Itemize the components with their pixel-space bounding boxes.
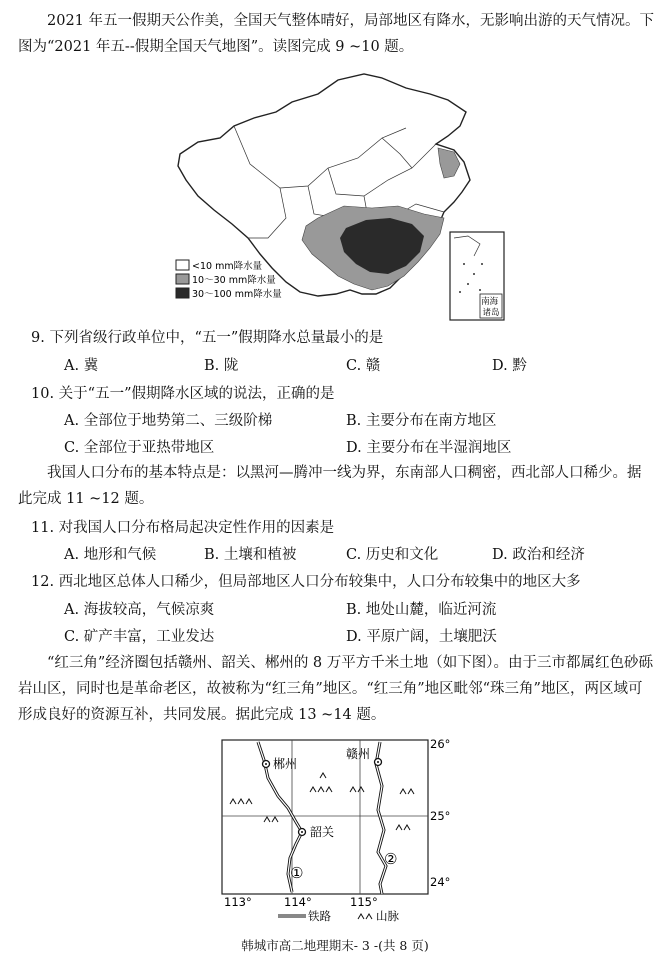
intro-paragraph-1: 2021 年五一假期天公作美，全国天气整体晴好，局部地区有降水，无影响出游的天气情况。下图为“2021 年五--假期全国天气地图”。读图完成 9 ~10 题。 bbox=[18, 13, 655, 55]
q12-option-c[interactable]: C. 矿产丰富，工业发达 bbox=[64, 629, 215, 645]
q10-option-a[interactable]: A. 全部位于地势第二、三级阶梯 bbox=[64, 413, 273, 429]
lat-24: 24° bbox=[430, 875, 451, 889]
inset-label: 南海 诸岛 bbox=[481, 297, 500, 318]
mark-2: ② bbox=[384, 850, 398, 868]
q9-option-c[interactable]: C. 赣 bbox=[346, 358, 381, 374]
intro-paragraph-3: “红三角”经济圈包括赣州、韶关、郴州的 8 万平方千米土地（如下图）。由于三市都属红色砂砾岩山区，同时也是革命老区，故被称为“红三角”地区。“红三角”地区毗邻“珠三角”地区，两区域可形成良好的资源互补，共同发展。据此完成 13 ~14 题。 bbox=[18, 655, 654, 723]
city-chenzhou: 郴州 bbox=[273, 757, 298, 771]
question-10-stem: 10. 关于“五一”假期降水区域的说法，正确的是 bbox=[31, 386, 335, 402]
q12-option-b[interactable]: B. 地处山麓，临近河流 bbox=[346, 602, 497, 618]
map1-legend bbox=[176, 260, 282, 300]
q9-option-b[interactable]: B. 陇 bbox=[204, 358, 239, 374]
intro-paragraph-2: 我国人口分布的基本特点是：以黑河—腾冲一线为界，东南部人口稠密，西北部人口稀少。据此完成 11 ~12 题。 bbox=[18, 465, 642, 507]
red-triangle-map bbox=[210, 734, 470, 924]
q11-option-a[interactable]: A. 地形和气候 bbox=[64, 547, 157, 563]
q12-option-d[interactable]: D. 平原广阔，土壤肥沃 bbox=[346, 629, 497, 645]
question-9-stem: 9. 下列省级行政单位中，“五一”假期降水总量最小的是 bbox=[31, 330, 384, 346]
question-12-stem: 12. 西北地区总体人口稀少，但局部地区人口分布较集中，人口分布较集中的地区大多 bbox=[31, 574, 581, 590]
q10-option-b[interactable]: B. 主要分布在南方地区 bbox=[346, 413, 497, 429]
china-rainfall-map bbox=[168, 68, 508, 324]
lon-114: 114° bbox=[284, 895, 312, 909]
lat-25: 25° bbox=[430, 809, 451, 823]
lon-115: 115° bbox=[350, 895, 378, 909]
legend-light: <10 mm降水量 bbox=[192, 261, 263, 272]
page-footer: 韩城市高二地理期末- 3 -(共 8 页) bbox=[241, 938, 429, 953]
lon-113: 113° bbox=[224, 895, 252, 909]
legend-railway: 铁路 bbox=[308, 909, 331, 923]
city-shaoguan: 韶关 bbox=[310, 825, 335, 839]
legend-heavy: 30～100 mm降水量 bbox=[192, 289, 282, 300]
lat-26: 26° bbox=[430, 737, 451, 751]
legend-mountain: 山脉 bbox=[376, 909, 399, 923]
q10-option-d[interactable]: D. 主要分布在半湿润地区 bbox=[346, 440, 512, 456]
q10-option-c[interactable]: C. 全部位于亚热带地区 bbox=[64, 440, 215, 456]
q11-option-b[interactable]: B. 土壤和植被 bbox=[204, 547, 297, 563]
q11-option-d[interactable]: D. 政治和经济 bbox=[492, 547, 585, 563]
south-china-sea-inset bbox=[450, 232, 504, 320]
q9-option-d[interactable]: D. 黔 bbox=[492, 358, 527, 374]
q11-option-c[interactable]: C. 历史和文化 bbox=[346, 547, 439, 563]
mark-1: ① bbox=[290, 864, 304, 882]
city-ganzhou: 赣州 bbox=[346, 747, 371, 761]
map2-legend bbox=[278, 909, 399, 923]
q12-option-a[interactable]: A. 海拔较高，气候凉爽 bbox=[64, 602, 215, 618]
legend-medium: 10～30 mm降水量 bbox=[192, 275, 276, 286]
q9-option-a[interactable]: A. 冀 bbox=[64, 358, 99, 374]
question-11-stem: 11. 对我国人口分布格局起决定性作用的因素是 bbox=[31, 520, 335, 536]
